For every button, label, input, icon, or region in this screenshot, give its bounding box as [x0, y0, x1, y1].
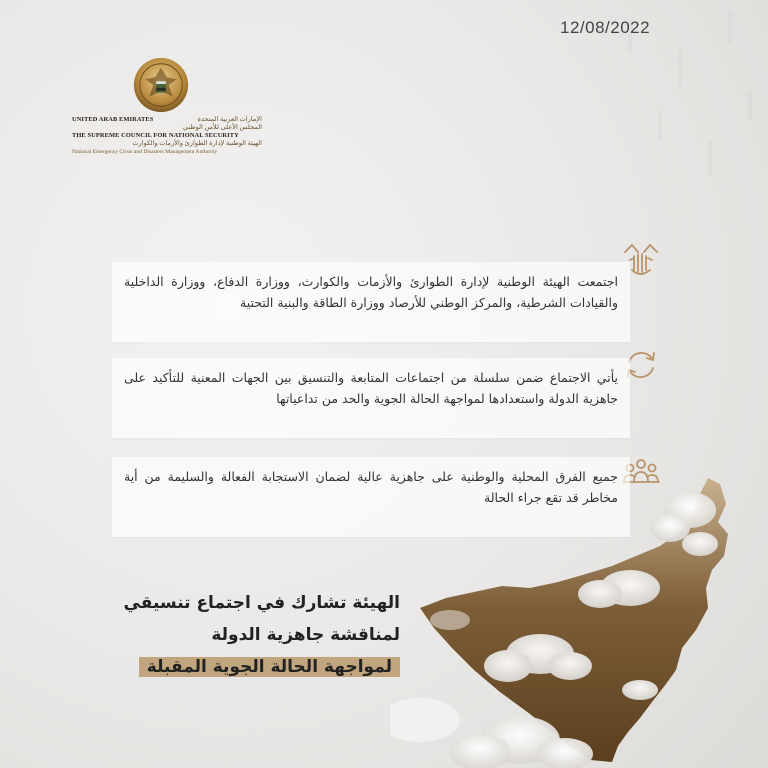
falcon-emblem-icon	[132, 56, 190, 114]
date-label: 12/08/2022	[560, 18, 651, 37]
info-card-2	[112, 358, 630, 438]
info-card-1	[112, 262, 630, 342]
logo-text-authority-en: National Emergency Crisis and Disasters Management Authority	[72, 149, 218, 155]
logo-text-authority-ar: الهيئة الوطنية لإدارة الطوارئ والأزمات والكوارث	[132, 140, 262, 147]
logo-text-council-ar: المجلس الأعلى للأمن الوطني	[182, 124, 262, 131]
logo-text-council-en: THE SUPREME COUNCIL FOR NATIONAL SECURITY	[72, 132, 239, 139]
headline-line-3-highlight: لمواجهة الحالة الجوية المقبلة	[139, 657, 400, 677]
headline-line-1: الهيئة تشارك في اجتماع تنسيقي	[123, 593, 400, 613]
info-card-3-text: جميع الفرق المحلية والوطنية على جاهزية عالية لضمان الاستجابة الفعالة والسليمة من أية مخاطر قد تقع جراء الحالة	[124, 469, 618, 505]
organization-logo	[72, 56, 262, 156]
logo-text-uae-en: UNITED ARAB EMIRATES	[72, 116, 154, 123]
info-card-1-text: اجتمعت الهيئة الوطنية لإدارة الطوارئ والأزمات والكوارث، ووزارة الدفاع، ووزارة الداخلية والقيادات الشرطية، والمركز الوطني للأرصاد ووزارة الطاقة والبنية التحتية	[124, 274, 618, 310]
headline-line-3	[96, 654, 400, 680]
uae-map-illustration	[390, 470, 768, 768]
info-card-2-text: يأتي الاجتماع ضمن سلسلة من اجتماعات المتابعة والتنسيق بين الجهات المعنية للتأكيد على جاهزية الدولة واستعدادها لمواجهة الحالة الجوية والحد من تداعياتها	[124, 370, 618, 406]
logo-text-uae-ar: الإمارات العربية المتحدة	[197, 116, 262, 123]
headline-line-2: لمناقشة جاهزية الدولة	[211, 625, 400, 645]
